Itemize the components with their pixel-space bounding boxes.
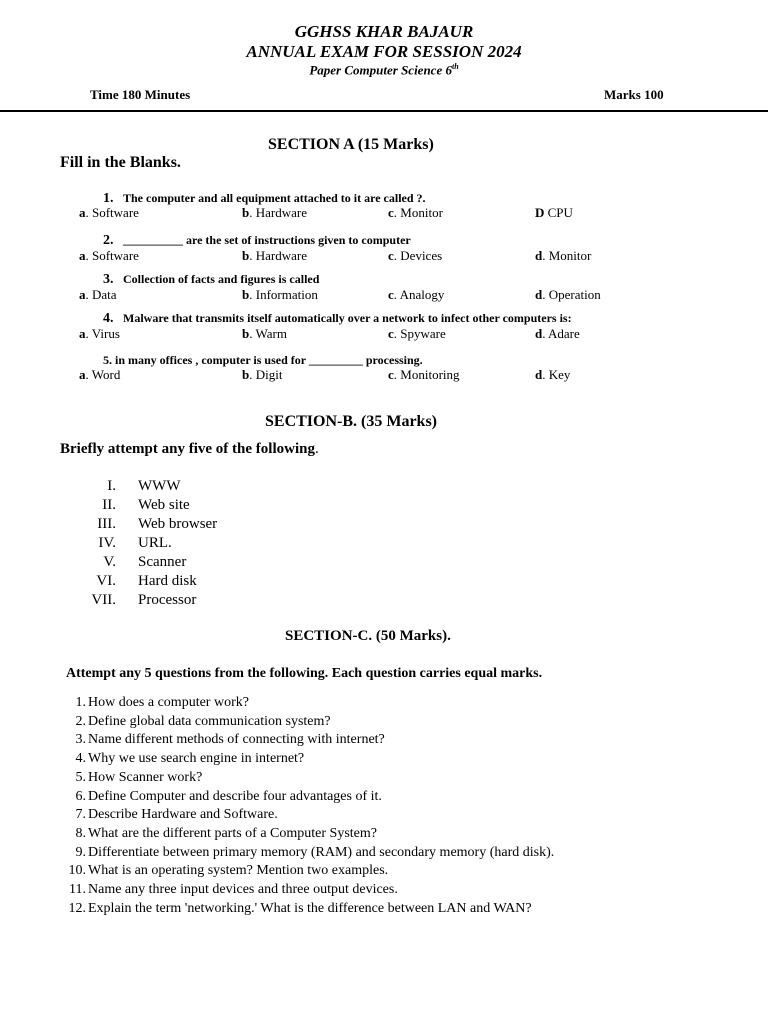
mcq-option-text: Devices [397, 248, 443, 263]
mcq-option [242, 248, 307, 264]
mcq-option-letter: b [242, 205, 250, 220]
mcq-option [79, 248, 139, 264]
section-c-question [64, 714, 754, 732]
mcq-option-letter: b [242, 248, 250, 263]
mcq-option-text: Software [88, 205, 139, 220]
mcq-option-separator: . [542, 287, 546, 302]
section-c-question [64, 789, 754, 807]
mcq-option-text: Hardware [252, 205, 307, 220]
mcq-option-text: Analogy [397, 287, 445, 302]
mcq-number: 2. [103, 233, 114, 248]
mcq-option [388, 367, 460, 383]
mcq-option-separator: . [249, 248, 253, 263]
mcq-question [103, 233, 411, 249]
mcq-option-letter: a [79, 326, 86, 341]
section-c-question-number: 8. [75, 825, 86, 841]
mcq-option [242, 326, 287, 342]
mcq-option-letter: d [535, 248, 543, 263]
section-b-instruction-text: Briefly attempt any five of the following [60, 441, 315, 457]
section-b-item [86, 516, 386, 534]
mcq-option-separator: . [85, 367, 89, 382]
section-c-question-number: 9. [75, 844, 86, 860]
mcq-option [242, 205, 307, 221]
mcq-option [535, 205, 573, 221]
section-b-item-number: VII. [91, 592, 116, 608]
mcq-option [79, 287, 117, 303]
section-c-question-number: 11. [69, 882, 86, 897]
section-c-question-number: 2. [75, 713, 86, 729]
mcq-option [79, 205, 139, 221]
section-b-item-number: V. [103, 554, 116, 570]
mcq-question [103, 353, 423, 368]
mcq-option-separator: . [249, 367, 253, 382]
header-divider [0, 110, 768, 112]
mcq-option-letter: b [242, 287, 250, 302]
mcq-option-separator: . [249, 326, 253, 341]
section-b-item-text: Scanner [138, 554, 187, 570]
mcq-number: 1. [103, 191, 114, 206]
mcq-option-separator: . [393, 248, 398, 263]
mcq-option [388, 205, 443, 221]
mcq-option-separator: . [393, 367, 398, 382]
mcq-option-letter: a [79, 287, 86, 302]
exam-time: Time 180 Minutes [90, 87, 191, 102]
mcq-option-text: Digit [252, 367, 283, 382]
section-c-question-text: What is an operating system? Mention two examples. [88, 863, 389, 879]
mcq-option-letter: d [535, 367, 543, 382]
mcq-option-separator: . [393, 326, 398, 341]
mcq-option-text: Operation [545, 287, 601, 302]
section-b-item-text: Web browser [138, 516, 218, 532]
paper-superscript: th [451, 62, 459, 71]
section-b-item-number: III. [97, 516, 116, 532]
section-a-subtitle: Fill in the Blanks. [60, 154, 181, 171]
mcq-option-separator: . [85, 205, 89, 220]
mcq-option-separator: . [85, 248, 89, 263]
mcq-option-text: Virus [88, 326, 120, 341]
mcq-option-separator: . [85, 326, 89, 341]
mcq-option-letter: c [388, 205, 394, 220]
section-c-question-number: 10. [68, 863, 86, 879]
mcq-option-text: CPU [544, 205, 573, 220]
section-c-question-number: 3. [75, 732, 86, 748]
mcq-option-letter: D [535, 205, 545, 220]
mcq-option-letter: c [388, 287, 394, 302]
paper-title [0, 62, 768, 78]
mcq-question-text: The computer and all equipment attached to it are called ?. [123, 191, 426, 205]
mcq-option-separator: . [542, 367, 546, 382]
section-b-item-number: IV. [98, 535, 116, 551]
section-b-item-text: Web site [138, 497, 190, 513]
section-b-title: SECTION-B. (35 Marks) [265, 413, 438, 430]
mcq-option-separator: . [393, 287, 398, 302]
section-b-instruction-period: . [314, 441, 319, 457]
section-c-question-text: How does a computer work? [88, 695, 249, 710]
mcq-option [388, 287, 444, 303]
mcq-option-letter: a [79, 248, 86, 263]
section-c-question-number: 5. [75, 769, 86, 785]
section-c-question [64, 807, 754, 825]
mcq-option-separator: . [249, 205, 253, 220]
mcq-option [535, 367, 570, 383]
mcq-option-text: Word [88, 367, 121, 382]
mcq-option-text: Monitor [545, 248, 592, 263]
section-b-item-number: I. [107, 478, 116, 494]
section-c-question [64, 695, 754, 713]
section-c-question-number: 4. [75, 751, 86, 767]
mcq-question-text: Collection of facts and figures is called [123, 272, 320, 286]
mcq-option-letter: d [535, 287, 543, 302]
mcq-option-letter: c [388, 326, 394, 341]
mcq-option-separator: . [249, 287, 253, 302]
section-b-item-text: URL. [138, 535, 172, 551]
section-c-question-number: 12. [68, 900, 86, 916]
mcq-option-text: Spyware [397, 326, 446, 341]
mcq-option [79, 367, 120, 383]
section-c-question-text: Define global data communication system? [88, 713, 331, 729]
section-c-instruction: Attempt any 5 questions from the following. Each question carries equal marks. [66, 666, 543, 681]
mcq-option [242, 367, 282, 383]
mcq-option-separator: . [393, 205, 398, 220]
exam-total-marks: Marks 100 [604, 87, 664, 102]
mcq-option-text: Information [252, 287, 318, 302]
mcq-option [535, 248, 591, 264]
mcq-option-letter: c [388, 367, 394, 382]
mcq-number: 4. [103, 311, 114, 326]
mcq-option-text: Software [88, 248, 139, 263]
section-c-question-text: Define Computer and describe four advantages of it. [88, 788, 382, 804]
mcq-option-letter: b [242, 326, 250, 341]
section-c-question-number: 7. [75, 807, 86, 823]
mcq-option [388, 248, 442, 264]
section-c-question [64, 845, 754, 863]
mcq-option-letter: b [242, 367, 250, 382]
section-b-item [86, 554, 386, 572]
mcq-option-text: Data [88, 287, 117, 302]
mcq-question-text: 5. in many offices , computer is used for _________ processing. [103, 353, 423, 367]
mcq-question [103, 272, 319, 288]
section-b-item-number: VI. [96, 573, 116, 589]
mcq-option [535, 326, 580, 342]
school-name: GGHSS KHAR BAJAUR [294, 22, 474, 41]
section-b-instruction [60, 441, 319, 458]
mcq-option-letter: c [388, 248, 394, 263]
mcq-option-text: Hardware [252, 248, 307, 263]
mcq-option [388, 326, 446, 342]
section-c-question-text: Differentiate between primary memory (RAM) and secondary memory (hard disk). [88, 844, 555, 860]
section-c-question-number: 1. [75, 695, 86, 710]
section-b-item [86, 573, 386, 591]
section-b-item [86, 535, 386, 553]
section-a-title: SECTION A (15 Marks) [268, 136, 434, 153]
mcq-number: 3. [103, 272, 114, 287]
mcq-option-text: Monitor [397, 205, 443, 220]
section-c-question-text: Name any three input devices and three output devices. [88, 882, 398, 897]
section-b-item-text: Processor [138, 592, 197, 608]
section-c-question [64, 770, 754, 788]
section-b-item-number: II. [102, 497, 116, 513]
mcq-option-letter: d [535, 326, 543, 341]
section-c-question [64, 901, 754, 919]
section-b-item [86, 478, 386, 496]
mcq-option [535, 287, 601, 303]
section-c-question-text: Explain the term 'networking.' What is the difference between LAN and WAN? [88, 900, 532, 916]
mcq-option [242, 287, 318, 303]
mcq-option-separator: . [542, 248, 546, 263]
mcq-option-text: Warm [252, 326, 287, 341]
section-b-item-text: WWW [138, 478, 181, 494]
mcq-question-text: Malware that transmits itself automatically over a network to infect other computers is: [123, 311, 572, 325]
mcq-option-text: Adare [545, 326, 580, 341]
section-b-item [86, 497, 386, 515]
section-c-question-text: Describe Hardware and Software. [88, 807, 278, 823]
section-c-question-text: Name different methods of connecting with internet? [88, 732, 385, 748]
section-c-question-number: 6. [75, 788, 86, 804]
section-b-item [86, 592, 386, 610]
mcq-option-text: Monitoring [397, 367, 460, 382]
mcq-option-separator: . [85, 287, 89, 302]
section-c-question [64, 751, 754, 769]
paper-label: Paper Computer Science 6 [309, 62, 452, 78]
mcq-question-text: __________ are the set of instructions given to computer [123, 233, 411, 247]
mcq-option-letter: a [79, 205, 86, 220]
mcq-option-separator: . [542, 326, 546, 341]
section-c-question [64, 732, 754, 750]
section-c-question-text: What are the different parts of a Computer System? [88, 825, 377, 841]
mcq-option-text: Key [545, 367, 571, 382]
mcq-question [103, 311, 572, 327]
exam-title: ANNUAL EXAM FOR SESSION 2024 [246, 42, 522, 61]
section-c-question [64, 863, 754, 881]
section-c-question-text: Why we use search engine in internet? [88, 751, 305, 767]
section-c-question-text: How Scanner work? [88, 769, 203, 785]
section-b-item-text: Hard disk [138, 573, 197, 589]
mcq-option [79, 326, 120, 342]
mcq-option-letter: a [79, 367, 86, 382]
section-c-title: SECTION-C. (50 Marks). [285, 628, 451, 644]
section-c-question [64, 826, 754, 844]
section-c-question [64, 882, 754, 900]
